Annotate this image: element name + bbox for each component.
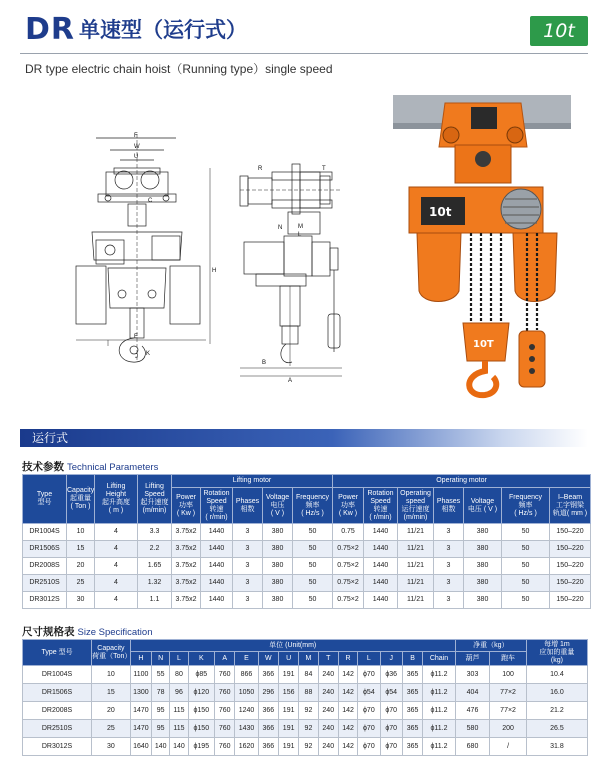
table-cell: 366 [258,702,278,720]
th-extra-weight: 每增 1m 应加的重量 (kg) [526,640,587,666]
subtitle: DR type electric chain hoist（Running type）single speed [25,62,333,76]
table-cell: 11/21 [398,575,434,592]
table-row [23,666,588,684]
table-cell: 11/21 [398,558,434,575]
th-type: Type 型号 [23,475,67,524]
table-row [23,684,588,702]
table-cell: DR3012S [23,738,92,756]
table-cell: 0.75×2 [333,541,364,558]
svg-text:N: N [278,225,283,231]
th-size-col: U [278,652,298,666]
th-size-col: J [380,652,402,666]
table-cell: 1440 [364,575,398,592]
th-o-phases: Phases 相数 [434,488,464,524]
th-speed: Lifting Speed 起升速度 (m/min) [138,475,172,524]
table-cell: DR2510S [23,720,92,738]
table-row [23,720,588,738]
th-size-col: H [130,652,151,666]
th-operating-motor: Operating motor [333,475,591,488]
th-l-power: Power 功率 ( Kw ) [172,488,201,524]
table-cell: 3 [434,575,464,592]
table-cell: 380 [263,592,293,609]
table-cell: 760 [215,666,235,684]
table-cell: ϕ70 [380,720,402,738]
table-cell: 11/21 [398,524,434,541]
table-cell: 1470 [130,720,151,738]
table-cell: 1640 [130,738,151,756]
th-l-rotation: Rotation Speed 转速 ( r/min) [201,488,233,524]
table-cell: 11/21 [398,592,434,609]
table-cell: 16.0 [526,684,587,702]
table-cell: 50 [502,592,550,609]
table-cell: 240 [318,666,338,684]
table-cell: 95 [152,720,170,738]
table-cell: 3 [434,592,464,609]
table-cell: / [490,738,527,756]
table-cell: ϕ70 [358,720,380,738]
table-cell: 55 [152,666,170,684]
table-cell: 191 [278,666,298,684]
table-cell: 150–220 [550,524,591,541]
table-cell: DR1004S [23,666,92,684]
table-cell: 365 [402,738,422,756]
table-cell: 150–220 [550,541,591,558]
table-cell: 150–220 [550,592,591,609]
table-cell: 3 [434,541,464,558]
table-cell: 92 [299,702,318,720]
table-cell: ϕ11.2 [423,666,456,684]
svg-text:E: E [134,334,139,340]
th-l-voltage: Voltage 电压 ( V ) [263,488,293,524]
table-cell: 11/21 [398,541,434,558]
technical-drawing [72,132,347,382]
table-cell: 680 [455,738,490,756]
table-cell: 366 [258,738,278,756]
table-cell: ϕ70 [358,702,380,720]
header-divider [20,53,588,54]
svg-text:C: C [148,198,153,204]
table-cell: 3 [233,541,263,558]
table-cell: 115 [170,720,188,738]
table-cell: 3 [233,575,263,592]
table-cell: 156 [278,684,298,702]
table-cell: 365 [402,702,422,720]
table-cell: 3 [233,524,263,541]
tech-title-en: Technical Parameters [67,462,159,473]
table-cell: 10.4 [526,666,587,684]
capacity-badge: 10t [530,16,588,46]
table-cell: 380 [464,575,502,592]
table-cell: 10 [67,524,95,541]
table-cell: 50 [293,524,333,541]
table-cell: 365 [402,684,422,702]
table-cell: 4 [95,592,138,609]
svg-text:T: T [322,166,326,172]
table-cell: 240 [318,684,338,702]
svg-text:L: L [298,232,302,238]
table-row [23,575,591,592]
table-cell: 0.75×2 [333,592,364,609]
th-size-col: L [358,652,380,666]
table-cell: 50 [293,558,333,575]
table-row [23,738,588,756]
table-cell: 3.75x2 [172,592,201,609]
table-row [23,558,591,575]
table-row [23,541,591,558]
table-cell: 1100 [130,666,151,684]
table-cell: 150–220 [550,575,591,592]
table-cell: DR2510S [23,575,67,592]
table-cell: 380 [464,524,502,541]
table-cell: 140 [170,738,188,756]
panel-capacity-text: 10t [429,205,452,219]
table-cell: 3.75x2 [172,524,201,541]
th-size-col: T [318,652,338,666]
size-title-en: Size Specification [77,627,153,638]
table-cell: ϕ120 [188,684,214,702]
table-cell: 191 [278,720,298,738]
table-cell: 50 [293,575,333,592]
table-cell: 50 [502,541,550,558]
table-cell: ϕ11.2 [423,702,456,720]
table-cell: 1440 [201,541,233,558]
table-cell: 50 [502,575,550,592]
table-cell: 760 [215,738,235,756]
table-cell: ϕ70 [380,702,402,720]
th-capacity: Capacity 起重量 ( Ton ) [67,475,95,524]
table-cell: 92 [299,720,318,738]
table-cell: 380 [263,558,293,575]
table-cell: 760 [215,720,235,738]
table-cell: 380 [263,541,293,558]
th-size-col: R [338,652,357,666]
svg-text:A: A [288,378,293,382]
table-cell: 1440 [364,592,398,609]
table-cell: 404 [455,684,490,702]
table-cell: 2.2 [138,541,172,558]
table-cell: ϕ11.2 [423,738,456,756]
table-cell: 760 [215,684,235,702]
table-cell: 150–220 [550,558,591,575]
table-cell: DR2008S [23,558,67,575]
table-cell: ϕ54 [380,684,402,702]
table-cell: 4 [95,524,138,541]
table-cell: 1440 [201,558,233,575]
table-cell: 0.75×2 [333,558,364,575]
th-o-power: Power 功率 ( Kw ) [333,488,364,524]
table-cell: 142 [338,720,357,738]
tech-title-cn: 技术参数 [22,461,64,473]
table-cell: 15 [92,684,131,702]
svg-text:J: J [135,354,138,360]
table-cell: 92 [299,738,318,756]
table-cell: 25 [67,575,95,592]
table-cell: 10 [92,666,131,684]
table-cell: ϕ70 [380,738,402,756]
table-cell: DR1004S [23,524,67,541]
table-cell: ϕ70 [358,738,380,756]
table-cell: 380 [263,575,293,592]
table-cell: 30 [92,738,131,756]
th-i-beam: I–Beam 工字钢梁 轨道( mm ) [550,488,591,524]
table-cell: 77×2 [490,702,527,720]
svg-text:K: K [146,351,151,357]
section-bar-title: 运行式 [32,431,69,445]
th-hoist-weight: 葫芦 [455,652,490,666]
model-code: DR [25,11,76,47]
svg-text:R: R [258,166,263,172]
table-cell: 0.75×2 [333,575,364,592]
th-size-col: M [299,652,318,666]
table-cell: 78 [152,684,170,702]
table-cell: 1440 [201,575,233,592]
table-cell: 80 [170,666,188,684]
table-cell: 476 [455,702,490,720]
table-cell: 15 [67,541,95,558]
table-cell: 4 [95,575,138,592]
svg-text:B: B [262,360,267,366]
table-row [23,702,588,720]
th-height: Lifting Height 起升高度 ( m ) [95,475,138,524]
title-cn: 单速型（运行式） [79,18,248,42]
th-o-voltage: Voltage 电压 ( V ) [464,488,502,524]
table-cell: 115 [170,702,188,720]
table-cell: 200 [490,720,527,738]
table-cell: 3.75x2 [172,541,201,558]
svg-text:F: F [134,133,138,139]
th-o-rotation: Rotation Speed 转速 ( r/min) [364,488,398,524]
table-cell: 760 [215,702,235,720]
table-cell: 191 [278,702,298,720]
table-cell: ϕ150 [188,720,214,738]
th-size-col: W [258,652,278,666]
table-cell: 100 [490,666,527,684]
svg-text:M: M [298,224,303,230]
table-cell: 380 [464,541,502,558]
table-cell: 20 [92,702,131,720]
hoist-photo [393,95,571,400]
table-cell: 3 [434,524,464,541]
table-cell: DR2008S [23,702,92,720]
tech-params-table [22,474,591,609]
table-cell: 50 [502,558,550,575]
table-cell: 88 [299,684,318,702]
table-cell: 96 [170,684,188,702]
table-cell: 3 [233,558,263,575]
table-cell: 365 [402,720,422,738]
tech-params-heading [22,459,158,474]
table-cell: 1050 [235,684,258,702]
table-cell: 303 [455,666,490,684]
th-size-capacity: Capacity 荷重（Ton） [92,640,131,666]
table-cell: 580 [455,720,490,738]
table-cell: 366 [258,720,278,738]
svg-text:W: W [134,144,140,150]
table-cell: 1620 [235,738,258,756]
table-cell: DR1506S [23,541,67,558]
table-cell: 1.1 [138,592,172,609]
th-size-col: Chain [423,652,456,666]
th-size-col: N [152,652,170,666]
th-l-phases: Phases 相数 [233,488,263,524]
table-cell: 380 [464,558,502,575]
table-cell: ϕ195 [188,738,214,756]
table-cell: 77×2 [490,684,527,702]
table-cell: 1430 [235,720,258,738]
table-cell: 240 [318,702,338,720]
table-cell: 0.75 [333,524,364,541]
th-size-col: K [188,652,214,666]
svg-text:H: H [212,268,217,274]
table-row [23,524,591,541]
table-cell: 142 [338,666,357,684]
table-cell: 3 [233,592,263,609]
table-cell: 3.75x2 [172,575,201,592]
table-cell: 191 [278,738,298,756]
table-cell: 1240 [235,702,258,720]
size-spec-heading [22,624,152,639]
table-cell: 380 [263,524,293,541]
table-cell: 50 [502,524,550,541]
table-cell: 1440 [364,524,398,541]
size-title-cn: 尺寸规格表 [22,626,75,638]
table-cell: 50 [293,541,333,558]
th-lifting-motor: Lifting motor [172,475,333,488]
table-cell: 20 [67,558,95,575]
table-cell: ϕ11.2 [423,720,456,738]
table-cell: 25 [92,720,131,738]
table-cell: 31.8 [526,738,587,756]
table-cell: 142 [338,702,357,720]
table-cell: 1.32 [138,575,172,592]
table-cell: 95 [152,702,170,720]
table-cell: 1470 [130,702,151,720]
table-cell: 84 [299,666,318,684]
table-cell: ϕ70 [358,666,380,684]
table-cell: 1440 [201,592,233,609]
table-cell: 1300 [130,684,151,702]
th-size-type: Type 型号 [23,640,92,666]
table-cell: 1.65 [138,558,172,575]
th-o-frequency: Frequency 频率 ( Hz/s ) [502,488,550,524]
table-cell: 3.3 [138,524,172,541]
table-cell: 1440 [364,558,398,575]
section-bar [20,429,588,447]
table-cell: 30 [67,592,95,609]
table-cell: 1440 [201,524,233,541]
th-size-col: B [402,652,422,666]
page-header [25,12,247,46]
table-cell: DR1506S [23,684,92,702]
table-cell: 365 [402,666,422,684]
table-cell: ϕ85 [188,666,214,684]
table-row [23,592,591,609]
th-net-weight: 净重（kg） [455,640,526,652]
table-cell: ϕ11.2 [423,684,456,702]
th-size-col: E [235,652,258,666]
table-cell: 3 [434,558,464,575]
table-cell: 866 [235,666,258,684]
table-cell: 240 [318,738,338,756]
svg-text:U: U [134,154,139,160]
table-cell: ϕ150 [188,702,214,720]
table-cell: 1440 [364,541,398,558]
table-cell: 140 [152,738,170,756]
th-size-col: A [215,652,235,666]
hook-capacity-text: 10T [473,339,494,350]
table-cell: 50 [293,592,333,609]
table-cell: DR3012S [23,592,67,609]
table-cell: 26.5 [526,720,587,738]
table-cell: 296 [258,684,278,702]
table-cell: 380 [464,592,502,609]
table-cell: 4 [95,558,138,575]
th-unit: 单位 (Unit(mm) [130,640,455,652]
table-cell: 21.2 [526,702,587,720]
th-l-frequency: Frequency 频率 ( Hz/s ) [293,488,333,524]
table-cell: 4 [95,541,138,558]
table-cell: 240 [318,720,338,738]
th-trolley-weight: 跑车 [490,652,527,666]
size-spec-table [22,639,588,756]
table-cell: 142 [338,738,357,756]
table-cell: 142 [338,684,357,702]
th-size-col: L [170,652,188,666]
table-cell: 366 [258,666,278,684]
table-cell: ϕ36 [380,666,402,684]
th-o-operating-speed: Operating speed 运行速度 (m/min) [398,488,434,524]
table-cell: 3.75x2 [172,558,201,575]
table-cell: ϕ54 [358,684,380,702]
